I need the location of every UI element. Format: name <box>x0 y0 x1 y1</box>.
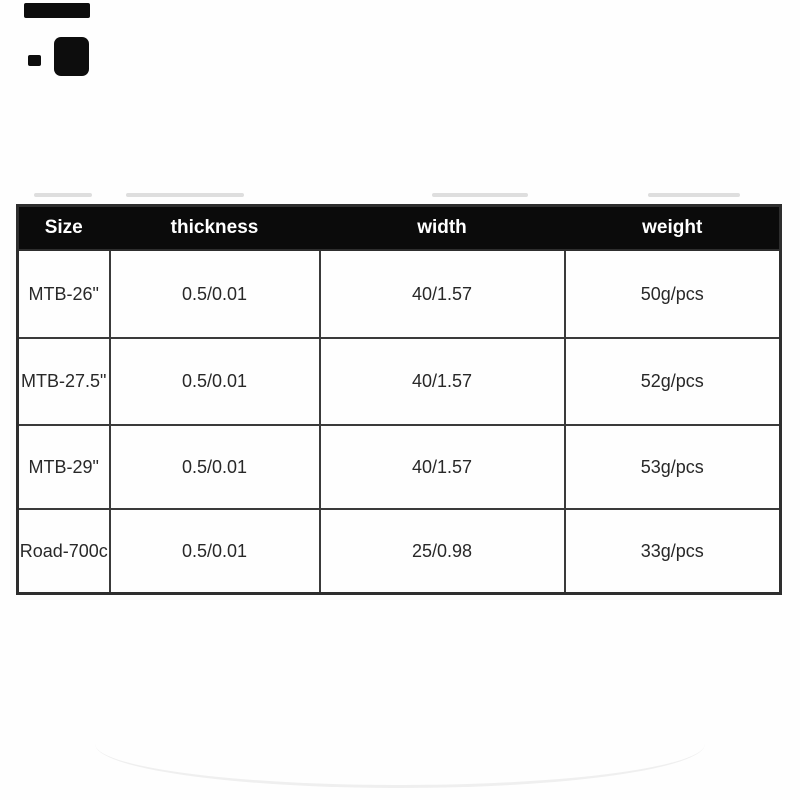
cell-width: 40/1.57 <box>320 425 565 509</box>
cell-weight: 33g/pcs <box>565 509 781 594</box>
spec-table-body <box>18 250 781 594</box>
cell-thickness: 0.5/0.01 <box>110 338 320 425</box>
watermark-fragment-block <box>54 37 89 76</box>
cell-width: 25/0.98 <box>320 509 565 594</box>
faint-curve-artifact <box>95 700 705 788</box>
scan-artifact-dash <box>432 193 528 197</box>
table-row-road-700c <box>18 509 781 594</box>
scan-artifact-dash <box>126 193 244 197</box>
col-header-size: Size <box>18 206 110 251</box>
table-row-mtb-27-5 <box>18 338 781 425</box>
cell-width: 40/1.57 <box>320 250 565 338</box>
cell-thickness: 0.5/0.01 <box>110 425 320 509</box>
table-row-mtb-29 <box>18 425 781 509</box>
watermark-fragment-dot <box>28 55 41 66</box>
header-row <box>18 206 781 251</box>
cell-weight: 53g/pcs <box>565 425 781 509</box>
cell-thickness: 0.5/0.01 <box>110 509 320 594</box>
scan-artifact-dash <box>648 193 740 197</box>
scan-artifact-dash <box>34 193 92 197</box>
cell-size: Road-700c <box>18 509 110 594</box>
cell-weight: 50g/pcs <box>565 250 781 338</box>
col-header-thickness: thickness <box>110 206 320 251</box>
spec-table <box>16 204 782 595</box>
col-header-width: width <box>320 206 565 251</box>
cell-thickness: 0.5/0.01 <box>110 250 320 338</box>
col-header-weight: weight <box>565 206 781 251</box>
spec-table-header <box>18 206 781 251</box>
cell-size: MTB-27.5" <box>18 338 110 425</box>
watermark-fragment-bar <box>24 3 90 18</box>
table-row-mtb-26 <box>18 250 781 338</box>
cell-size: MTB-29" <box>18 425 110 509</box>
cell-weight: 52g/pcs <box>565 338 781 425</box>
cell-size: MTB-26" <box>18 250 110 338</box>
cell-width: 40/1.57 <box>320 338 565 425</box>
